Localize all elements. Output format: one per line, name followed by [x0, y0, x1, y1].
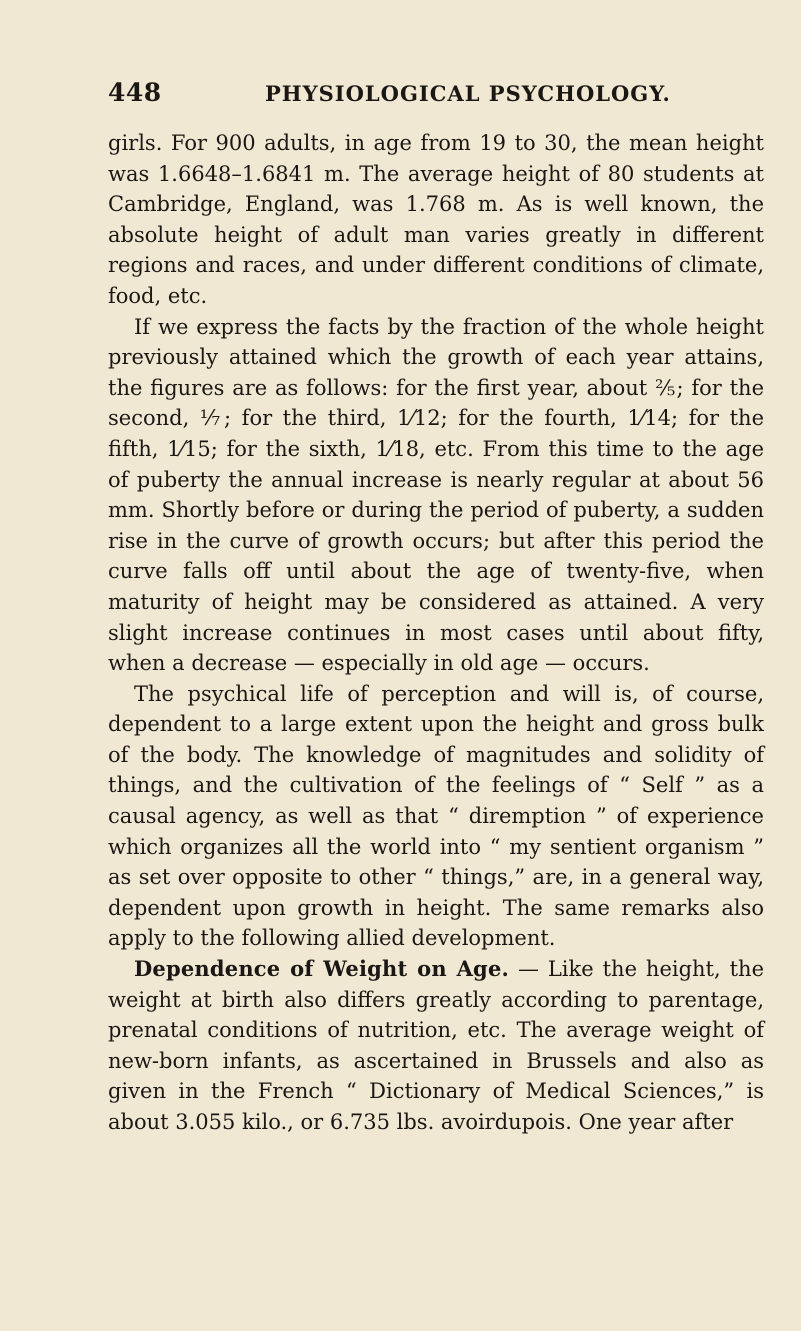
- paragraph-growth-fractions: If we express the facts by the fraction of the whole height previously attained which the growth of each year attains, the figures are as follows: for the first year, about ⅖; for the second, ⅐; for the third, 1⁄12; for the fourth, 1⁄14; for the fifth, 1⁄15; for the sixth, 1⁄18, etc. From this time to the age of puberty the annual increase is nearly regular at about 56 mm. Shortly before or during the period of puberty, a sudden rise in the curve of growth occurs; but after this period the curve falls off until about the age of twenty-five, when maturity of height may be considered as attained. A very slight increase continues in most cases until about fifty, when a decrease — especially in old age — occurs.: [108, 314, 764, 676]
- section-body: — Like the height, the weight at birth also differs greatly according to parentage, prenatal conditions of nutrition, etc. The average weight of new-born infants, as ascertained in Brussels and also as given in the French “ Dictionary of Medical Sciences,” is about 3.055 kilo., or 6.735 lbs. avoirdupois. One year after: [108, 957, 764, 1134]
- paragraph-psychical-life: The psychical life of perception and will is, of course, dependent to a large extent upon the height and gross bulk of the body. The knowledge of magnitudes and solidity of things, and the cultivation of the feelings of “ Self ” as a causal agency, as well as that “ diremption ” of experience which organizes all the world into “ my sentient organism ” as set over opposite to other “ things,” are, in a general way, dependent upon growth in height. The same remarks also apply to the following allied development.: [108, 681, 764, 951]
- running-title: PHYSIOLOGICAL PSYCHOLOGY.: [265, 81, 671, 106]
- page-number: 448: [108, 78, 162, 107]
- body-text: [108, 128, 764, 1138]
- section-heading: Dependence of Weight on Age.: [134, 956, 510, 982]
- running-head: [108, 78, 760, 108]
- paragraph-height-figures: girls. For 900 adults, in age from 19 to 30, the mean height was 1.6648–1.6841 m. The average height of 80 students at Cambridge, England, was 1.768 m. As is well known, the absolute height of adult man varies greatly in different regions and races, and under different conditions of climate, food, etc.: [108, 131, 764, 308]
- paragraph-weight-on-age: [108, 954, 764, 1138]
